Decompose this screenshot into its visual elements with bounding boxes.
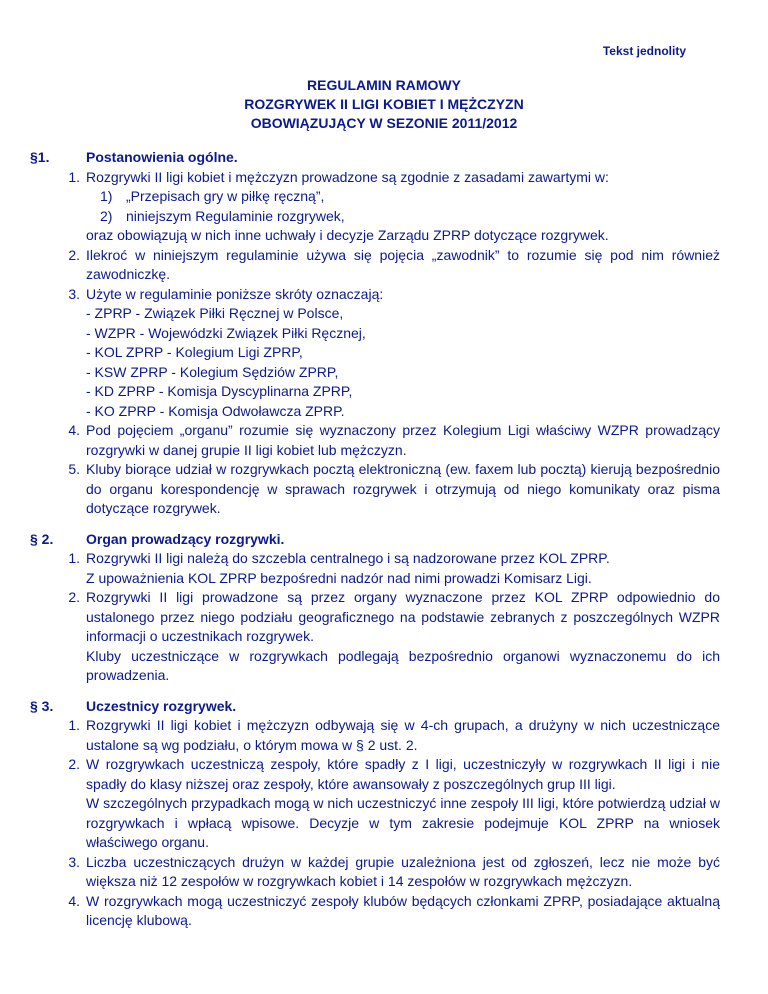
section-heading (30, 148, 720, 168)
item-text: Liczba uczestniczących drużyn w każdej grupie uzależniona jest od zgłoszeń, lecz nie może być większa niż 12 zespołów w rozgrywkach kobiet i 14 zespołów w rozgrywkach mężczyzn. (86, 853, 720, 889)
item-tail-text: Z upoważnienia KOL ZPRP bezpośredni nadzór nad nimi prowadzi Komisarz Ligi. (86, 569, 592, 586)
abbreviation-line: - KO ZPRP - Komisja Odwoławcza ZPRP. (86, 402, 345, 419)
list-item (30, 246, 720, 285)
list-item (30, 755, 720, 853)
item-number: 2. (68, 246, 80, 263)
item-number: 1. (68, 168, 80, 185)
section-number: § 3. (30, 697, 54, 714)
item-number: 4. (68, 892, 80, 909)
item-text: Ilekroć w niniejszym regulaminie używa się pojęcia „zawodnik” to rozumie się pod nim również zawodniczkę. (86, 246, 720, 282)
list-item (30, 892, 720, 931)
sub-item (86, 187, 720, 207)
abbreviation-line: - KSW ZPRP - Kolegium Sędziów ZPRP, (86, 363, 339, 380)
list-item (30, 588, 720, 686)
item-text: Kluby biorące udział w rozgrywkach pocztą elektroniczną (ew. faxem lub pocztą) kierują bezpośrednio do organu korespondencję w sprawach rozgrywek i otrzymują od niego komunikaty oraz pisma dotyczące rozgrywek. (86, 461, 720, 516)
item-number: 4. (68, 422, 80, 438)
list-item (30, 716, 720, 755)
sub-item (86, 207, 720, 227)
item-tail-text: Kluby uczestniczące w rozgrywkach podlegają bezpośrednio organowi wyznaczonemu do ich prowadzenia. (86, 647, 720, 683)
sub-item-text: „Przepisach gry w piłkę ręczną”, (126, 188, 325, 204)
section-title: Organ prowadzący rozgrywki. (86, 530, 285, 547)
abbreviation-line: - WZPR - Wojewódzki Związek Piłki Ręcznej, (86, 324, 366, 341)
item-number: 5. (68, 461, 80, 477)
item-tail-text: W szczególnych przypadkach mogą w nich uczestniczyć inne zespoły III ligi, które potwierdzą udział w rozgrywkach i wpłacą wpisowe. Decyzje w tym zakresie podejmuje KOL ZPRP na wniosek właściwego organu. (86, 795, 720, 850)
item-number: 3. (68, 285, 80, 302)
item-text: W rozgrywkach mogą uczestniczyć zespoły klubów będących członkami ZPRP, posiadające aktualną licencję klubową. (86, 892, 720, 928)
document-body (30, 148, 720, 942)
document-title (0, 76, 768, 133)
item-text: Rozgrywki II ligi należą do szczebla centralnego i są nadzorowane przez KOL ZPRP. (86, 550, 610, 566)
item-text: Rozgrywki II ligi prowadzone są przez organy wyznaczone przez KOL ZPRP odpowiednio do ustalonego przez niego podziału geograficznego na podstawie zebranych z poszczególnych WZPR informacji o uczestnikach rozgrywek. (86, 589, 720, 644)
section-number: §1. (30, 149, 50, 165)
section-heading (30, 697, 720, 717)
item-text: Użyte w regulaminie poniższe skróty oznaczają: (86, 285, 384, 302)
item-number: 2. (68, 589, 80, 605)
item-text: W rozgrywkach uczestniczą zespoły, które spadły z I ligi, uczestniczyły w rozgrywkach II ligi i nie spadły do klasy niższej oraz zespoły, które awansowały z poszczególnych grup III ligi. (86, 756, 720, 792)
list-item (30, 421, 720, 460)
sub-item-number: 1) (100, 188, 113, 204)
section-title: Uczestnicy rozgrywek. (86, 697, 237, 714)
abbreviation-line: - ZPRP - Związek Piłki Ręcznej w Polsce, (86, 305, 344, 321)
title-line: OBOWIĄZUJĄCY W SEZONIE 2011/2012 (250, 115, 518, 131)
item-text: Rozgrywki II ligi kobiet i mężczyzn prowadzone są zgodnie z zasadami zawartymi w: (86, 168, 609, 185)
section-1 (30, 148, 720, 519)
title-line: ROZGRYWEK II LIGI KOBIET I MĘŻCZYZN (244, 96, 524, 112)
item-number: 1. (68, 550, 80, 566)
abbreviation-line: - KOL ZPRP - Kolegium Ligi ZPRP, (86, 344, 303, 360)
item-text: Pod pojęciem „organu” rozumie się wyznaczony przez Kolegium Ligi właściwy WZPR prowadzący rozgrywki w danej grupie II ligi kobiet lub mężczyzn. (86, 422, 720, 458)
list-item (30, 853, 720, 892)
list-item (30, 168, 720, 246)
item-number: 1. (68, 717, 80, 733)
item-tail-text: oraz obowiązują w nich inne uchwały i decyzje Zarządu ZPRP dotyczące rozgrywek. (86, 227, 609, 243)
section-heading (30, 530, 720, 550)
section-2 (30, 530, 720, 686)
list-item (30, 460, 720, 519)
section-title: Postanowienia ogólne. (86, 149, 238, 165)
section-number: § 2. (30, 530, 54, 547)
document-status-tag: Tekst jednolity (602, 44, 686, 58)
list-item (30, 549, 720, 588)
title-line: REGULAMIN RAMOWY (307, 77, 461, 93)
section-3 (30, 697, 720, 931)
item-text: Rozgrywki II ligi kobiet i mężczyzn odbywają się w 4-ch grupach, a drużyny w nich uczestniczące ustalone są wg podziału, o którym mowa w § 2 ust. 2. (86, 717, 720, 753)
abbreviation-line: - KD ZPRP - Komisja Dyscyplinarna ZPRP, (86, 383, 353, 399)
sub-item-text: niniejszym Regulaminie rozgrywek, (126, 207, 345, 224)
item-number: 3. (68, 853, 80, 870)
item-number: 2. (68, 756, 80, 772)
list-item (30, 285, 720, 422)
sub-item-number: 2) (100, 207, 113, 224)
